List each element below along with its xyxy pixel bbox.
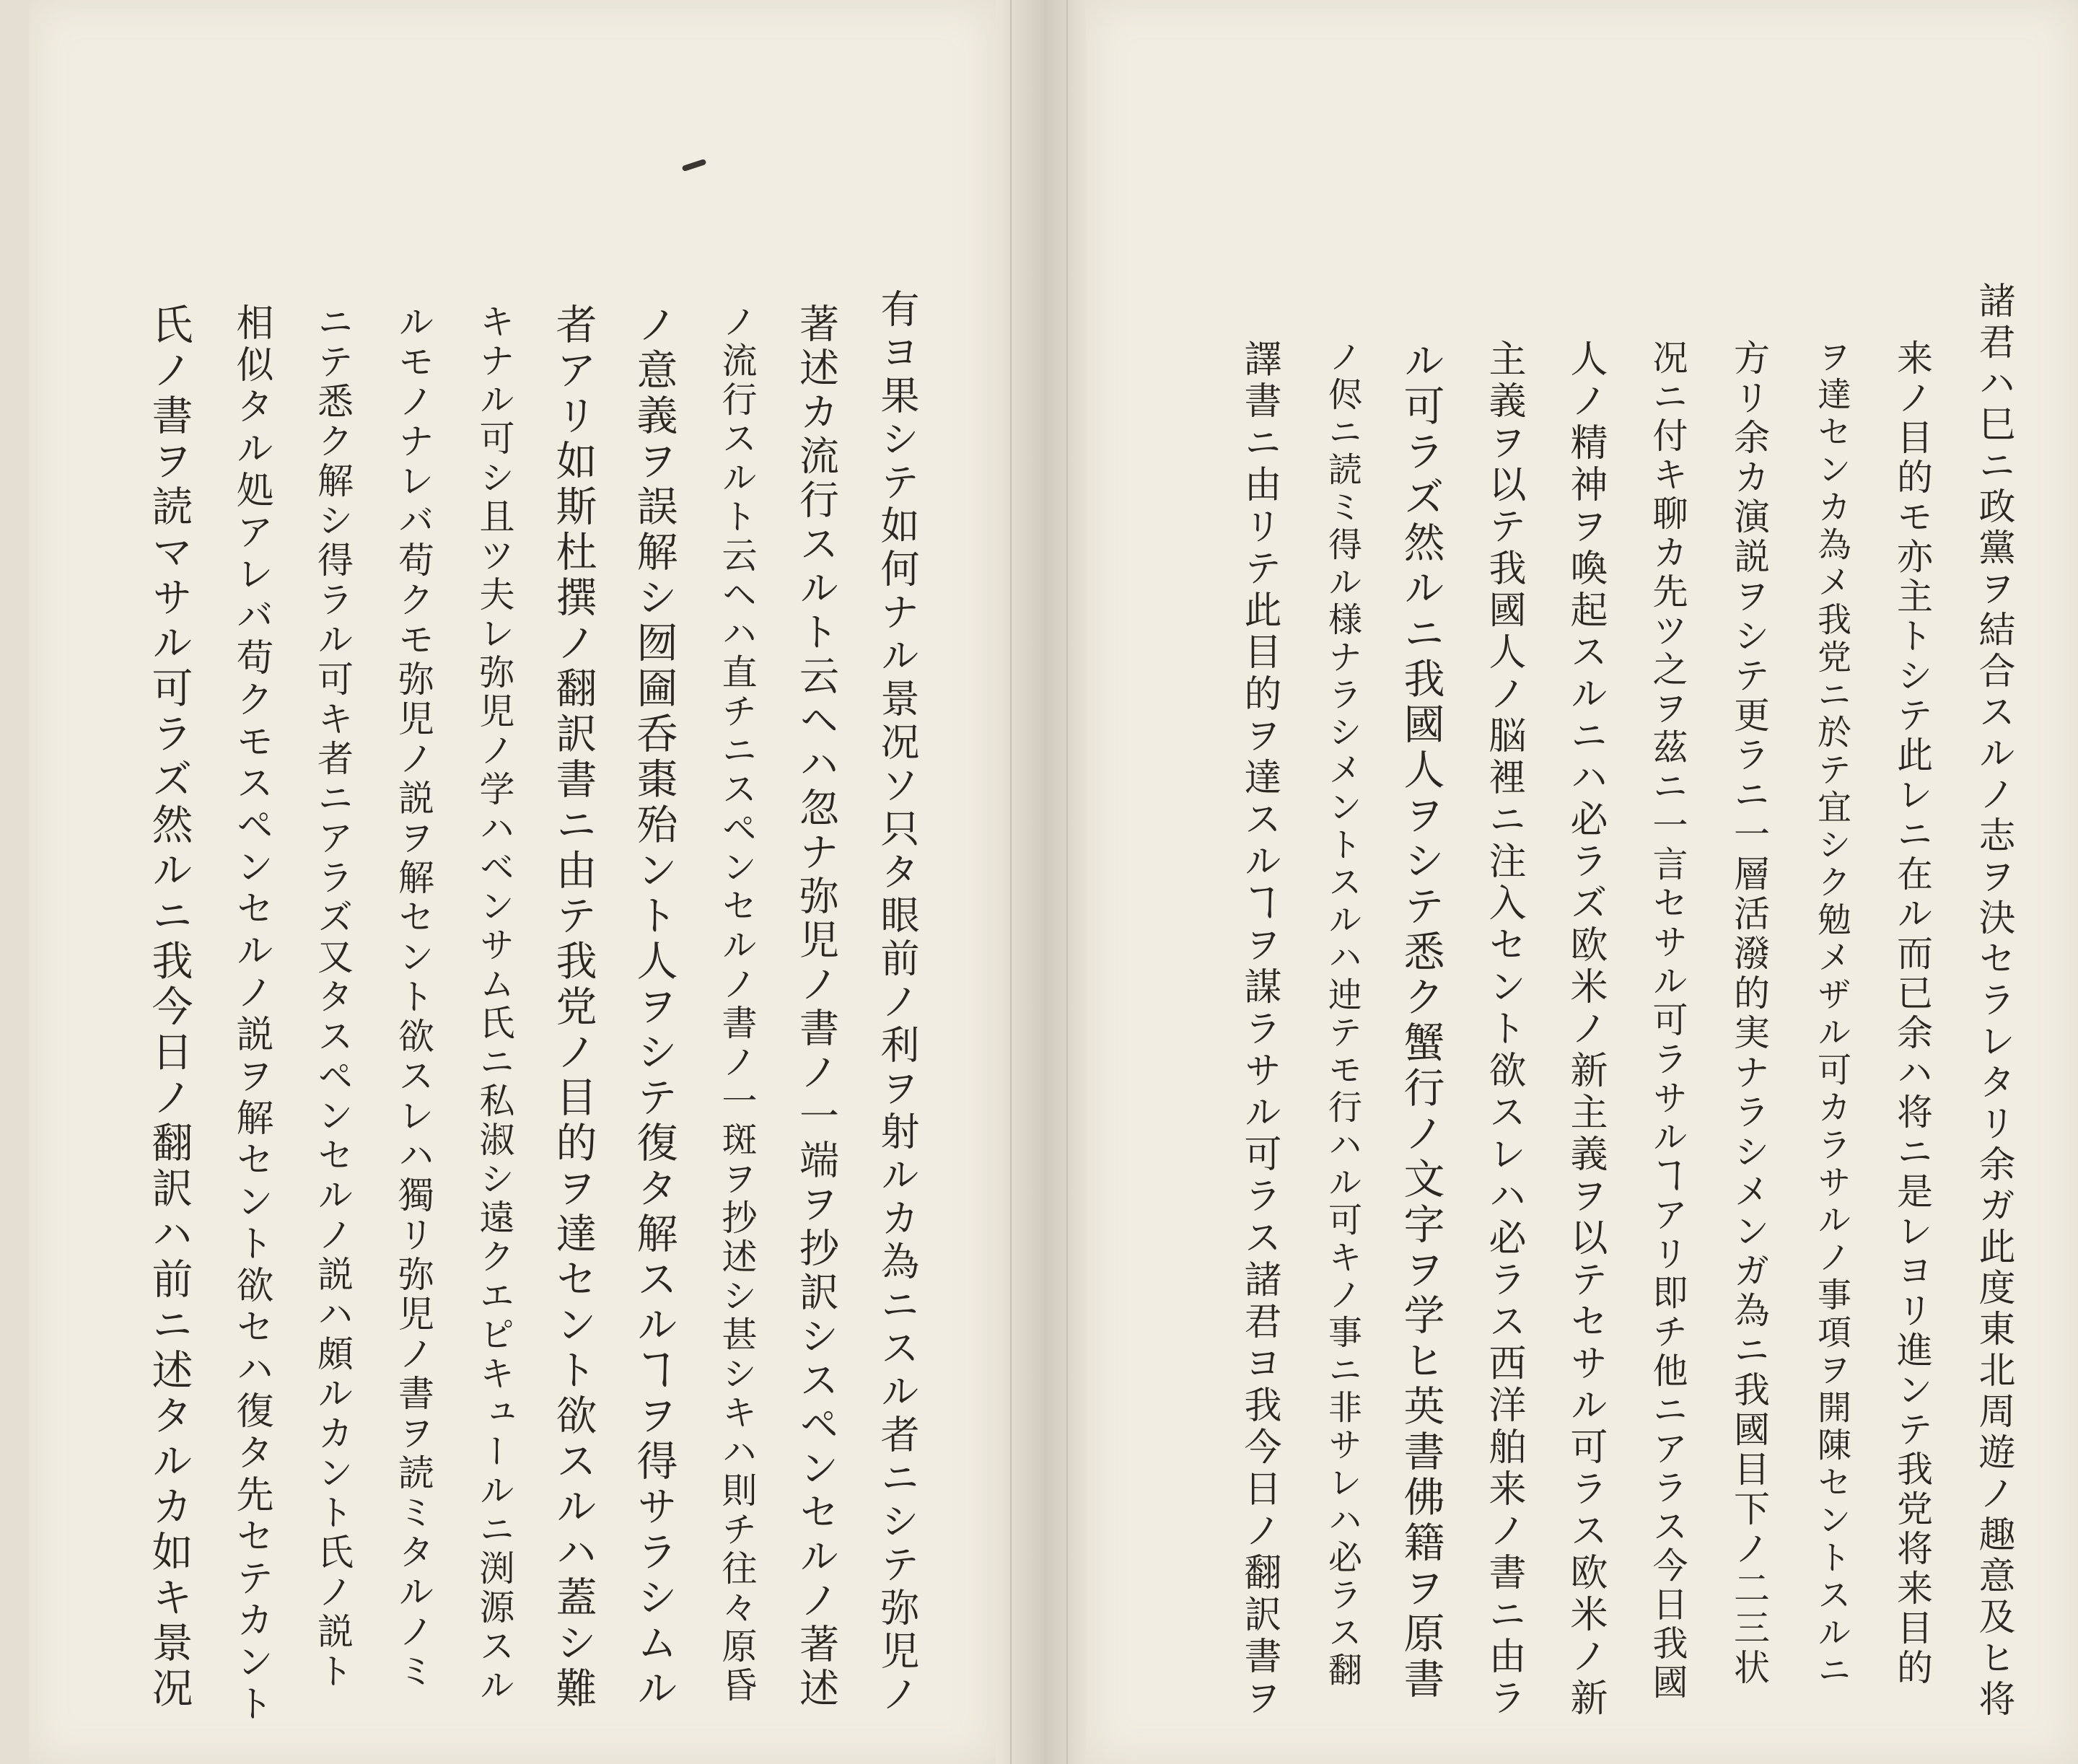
ink-mark: [682, 159, 707, 172]
left-column-7: ルモノナレバ苟クモ弥児ノ説ヲ解セント欲スレハ獨リ弥児ノ書ヲ読ミタルノミ: [393, 303, 434, 1692]
right-column-8: ル可ラズ然ルニ我國人ヲシテ悉ク蟹行ノ文字ヲ学ヒ英書佛籍ヲ原書: [1397, 339, 1444, 1703]
right-column-2: 来ノ目的モ亦主トシテ此レニ在ル而已余ハ将ニ是レヨリ進ンテ我党将来目的: [1891, 339, 1933, 1688]
left-column-5: 者アリ如斯杜撰ノ翻訳書ニ由テ我党ノ目的ヲ達セント欲スルハ蓋シ難: [549, 303, 597, 1712]
left-column-3: ノ流行スルト云ヘハ直チニスペンセルノ書ノ一斑ヲ抄述シ甚シキハ則チ往々原昏: [716, 303, 758, 1706]
left-column-8: ニテ悉ク解シ得ラル可キ者ニアラズ又タスペンセルノ説ハ頗ルカント氏ノ説ト: [312, 303, 354, 1692]
left-page: [29, 0, 996, 1764]
left-column-10: 氏ノ書ヲ読マサル可ラズ然ルニ我今日ノ翻訳ハ前ニ述タルカ如キ景况: [145, 303, 193, 1712]
right-column-1: 諸君ハ巳ニ政黨ヲ結合スルノ志ヲ決セラレタリ余ガ此度東北周遊ノ趣意及ヒ将: [1972, 281, 2015, 1721]
right-column-3: ヲ達センカ為メ我党ニ於テ宜シク勉メザル可カラサルノ事項ヲ開陳セントスルニ: [1812, 339, 1851, 1690]
book-gutter: [996, 0, 1086, 1764]
right-column-6: 人ノ精神ヲ喚起スルニハ必ラズ欧米ノ新主義ヲ以テセサル可ラス欧米ノ新: [1564, 339, 1607, 1720]
left-column-2: 著述カ流行スルト云ヘハ忽ナ弥児ノ書ノ一端ヲ抄訳シスペンセルノ著述: [793, 303, 839, 1711]
page-edge-left: [0, 0, 30, 1764]
left-column-1: 有ヨ果シテ如何ナル景况ソ只タ眼前ノ利ヲ射ルカ為ニスル者ニシテ弥児ノ: [874, 289, 920, 1717]
left-column-4: ノ意義ヲ誤解シ囫圇呑棗殆ント人ヲシテ復タ解スルヿヲ得サラシムル: [630, 303, 678, 1712]
right-column-10: 譯書ニ由リテ此目的ヲ達スルヿヲ謀ラサル可ラス諸君ヨ我今日ノ翻訳書ヲ: [1237, 339, 1281, 1720]
right-column-4: 方リ余カ演説ヲシテ更ラニ一層活潑的実ナラシメンガ為ニ我國目下ノ二三状: [1728, 339, 1770, 1688]
left-column-6: キナル可シ且ツ夫レ弥児ノ学ハベンサム氏ニ私淑シ遠クエピキュールニ渕源スル: [474, 303, 515, 1706]
right-column-7: 主義ヲ以テ我國人ノ脳裡ニ注入セント欲スレハ必ラス西洋舶来ノ書ニ由ラ: [1482, 339, 1525, 1720]
right-column-9: ノ侭ニ読ミ得ル様ナラシメントスルハ迚テモ行ハル可キノ事ニ非サレハ必ラス翻: [1323, 339, 1362, 1690]
right-page: [1086, 0, 2078, 1764]
right-column-5: 况ニ付キ聊カ先ツ之ヲ茲ニ一言セサル可ラサルヿアリ即チ他ニアラス今日我國: [1647, 339, 1688, 1703]
left-column-9: 相似タル処アレバ苟クモスペンセルノ説ヲ解セント欲セハ復タ先セテカント: [229, 303, 273, 1726]
